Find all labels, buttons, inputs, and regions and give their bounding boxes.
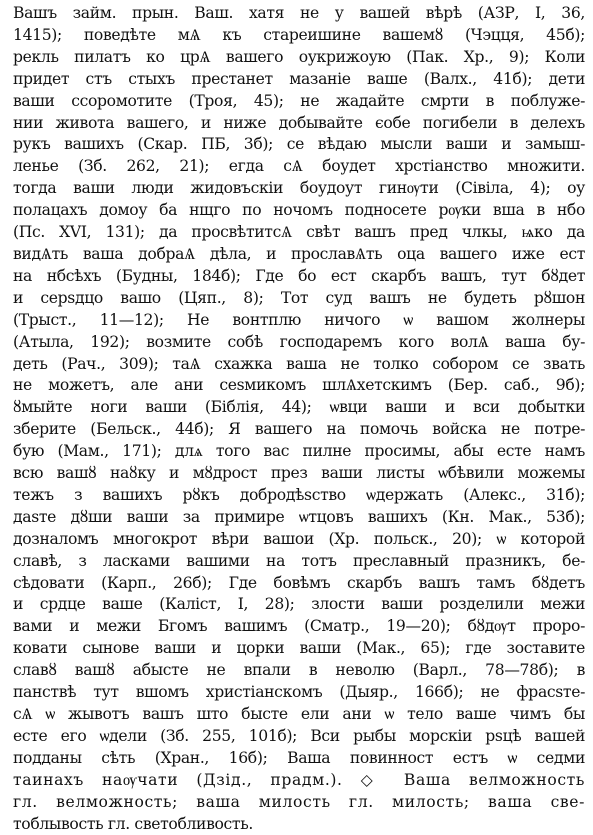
entry-line: Вашъ займ. прын. Ваш. хатя не у вашей вѣрѣ (АЗР, І, 36,	[13, 4, 585, 22]
entry-line: полацахъ домоу ба нщго по ночомъ подносете рѹки вша в нбо	[13, 201, 585, 220]
entry-line: (Пс. XVI, 131); да просвѣтитсѦ свѣт вашъ пред члкы, ѩко да	[13, 223, 585, 242]
entry-line: рукъ вашихъ (Скар. ПБ, 3б); се вѣдаю мысли ваши и замыш-	[13, 135, 585, 154]
entry-line: нии живота вашего, и ниже добывайте єобе погибели в делехъ	[13, 113, 585, 132]
entry-line: сѣдовати (Карп., 26б); Где бовѣмъ скарбъ вашъ тамъ бȣдетъ	[13, 573, 585, 592]
entry-line: (Атыла, 192); возмите собѣ господаремъ кого волѦ ваша бу-	[13, 332, 585, 351]
entry-line: ваши ссоромотите (Троя, 45); не жадайте смрти в поблуже-	[13, 91, 585, 110]
entry-line: всю вашȣ наȣку и мȣдрост през ваши листы ѡбѣвили можемы	[13, 464, 585, 483]
dictionary-entry	[13, 3, 585, 835]
entry-line: гл. велможность; ваша милость гл. милость; ваша све-	[13, 792, 585, 811]
entry-line: ленье (Зб. 262, 21); егда сѦ боудет хрстіанство множити.	[13, 157, 585, 176]
entry-line: подданы сѣть (Хран., 16б); Ваша повинност естъ ѡ седми	[13, 748, 585, 767]
entry-line: на нбсѣхъ (Будны, 184б); Где бо ест скарбъ вашъ, тут бȣдет	[13, 266, 585, 285]
entry-line: даѕте дȣши ваши за примире ѡтцовъ вашихъ (Кн. Мак., 53б);	[13, 507, 585, 526]
entry-line: (Трыст., 11—12); Не вонтплю ничого ѡ вашом жолнеры	[13, 310, 585, 329]
entry-line: видѦть ваша добраѦ дѣла, и прославѦть оца вашего иже ест	[13, 244, 585, 263]
entry-line: тежъ з вашихъ рȣкъ добродѣѕство ѡдержать (Алекс., 31б);	[13, 485, 585, 504]
entry-line: деть (Рач., 309); таѦ схажка ваша не толко собором се звать	[13, 354, 585, 373]
entry-line: ȣмыйте ноги ваши (Біблія, 44); ѡвци ваши и вси добытки	[13, 398, 585, 417]
entry-line: славȣ вашȣ абысте не впали в неволю (Варл., 78—78б); в	[13, 661, 585, 680]
entry-line: и серѕдцо вашо (Цяп., 8); Тот суд вашъ не будеть рȣшон	[13, 288, 585, 307]
entry-line: панствѣ тут вшомъ христіанскомъ (Дыяр., 166б); не фрасѕте-	[13, 683, 585, 702]
entry-line: сѦ ѡ жывотъ вашъ што бысте ели ани ѡ тело ваше чимъ бы	[13, 705, 585, 723]
entry-line: ковати сынове ваши и цорки ваши (Мак., 65); где зоставите	[13, 639, 585, 658]
entry-line: дозналомъ многокрот вѣри вашои (Хр. польск., 20); ѡ которой	[13, 529, 585, 548]
entry-line: славѣ, з ласками вашими на тотъ преславный празникъ, бе-	[13, 551, 585, 570]
entry-line: 1415); поведѣте мѦ къ стареишине вашемȣ (Чэцця, 45б);	[13, 25, 585, 44]
entry-line: бую (Мам., 171); длѧ того вас пилне просимы, абы есте намъ	[13, 442, 585, 461]
entry-line: есте его ѡдели (Зб. 255, 101б); Вси рыбы морскіи рѕцѣ вашей	[13, 726, 585, 745]
entry-line: таинахъ наѹчати (Дзід., прадм.). ◇ Ваша велможность	[13, 770, 585, 789]
entry-line: придет стъ стыхъ престанет мазаніе ваше (Валх., 41б); дети	[13, 69, 585, 88]
entry-line: не можетъ, але ани сеѕмикомъ шлѦхетскимъ (Бер. саб., 9б);	[13, 376, 585, 395]
entry-line: рекль пилатъ ко црѦ вашего оукрижоую (Пак. Хр., 9); Коли	[13, 47, 585, 66]
entry-line: зберите (Бельск., 44б); Я вашего на помочь войска не потре-	[13, 420, 585, 439]
entry-line: тогда ваши люди жидовъскіи боудоут гинѹти (Сівіла, 4); оу	[13, 179, 585, 198]
entry-line: вами и межи Бгомъ вашимъ (Сматр., 19—20); бȣдѹт проро-	[13, 617, 585, 636]
entry-line: тоблывость гл. светобливость.	[13, 814, 253, 833]
entry-line: и срдце ваше (Каліст, І, 28); злости ваши розделили межи	[13, 595, 585, 614]
